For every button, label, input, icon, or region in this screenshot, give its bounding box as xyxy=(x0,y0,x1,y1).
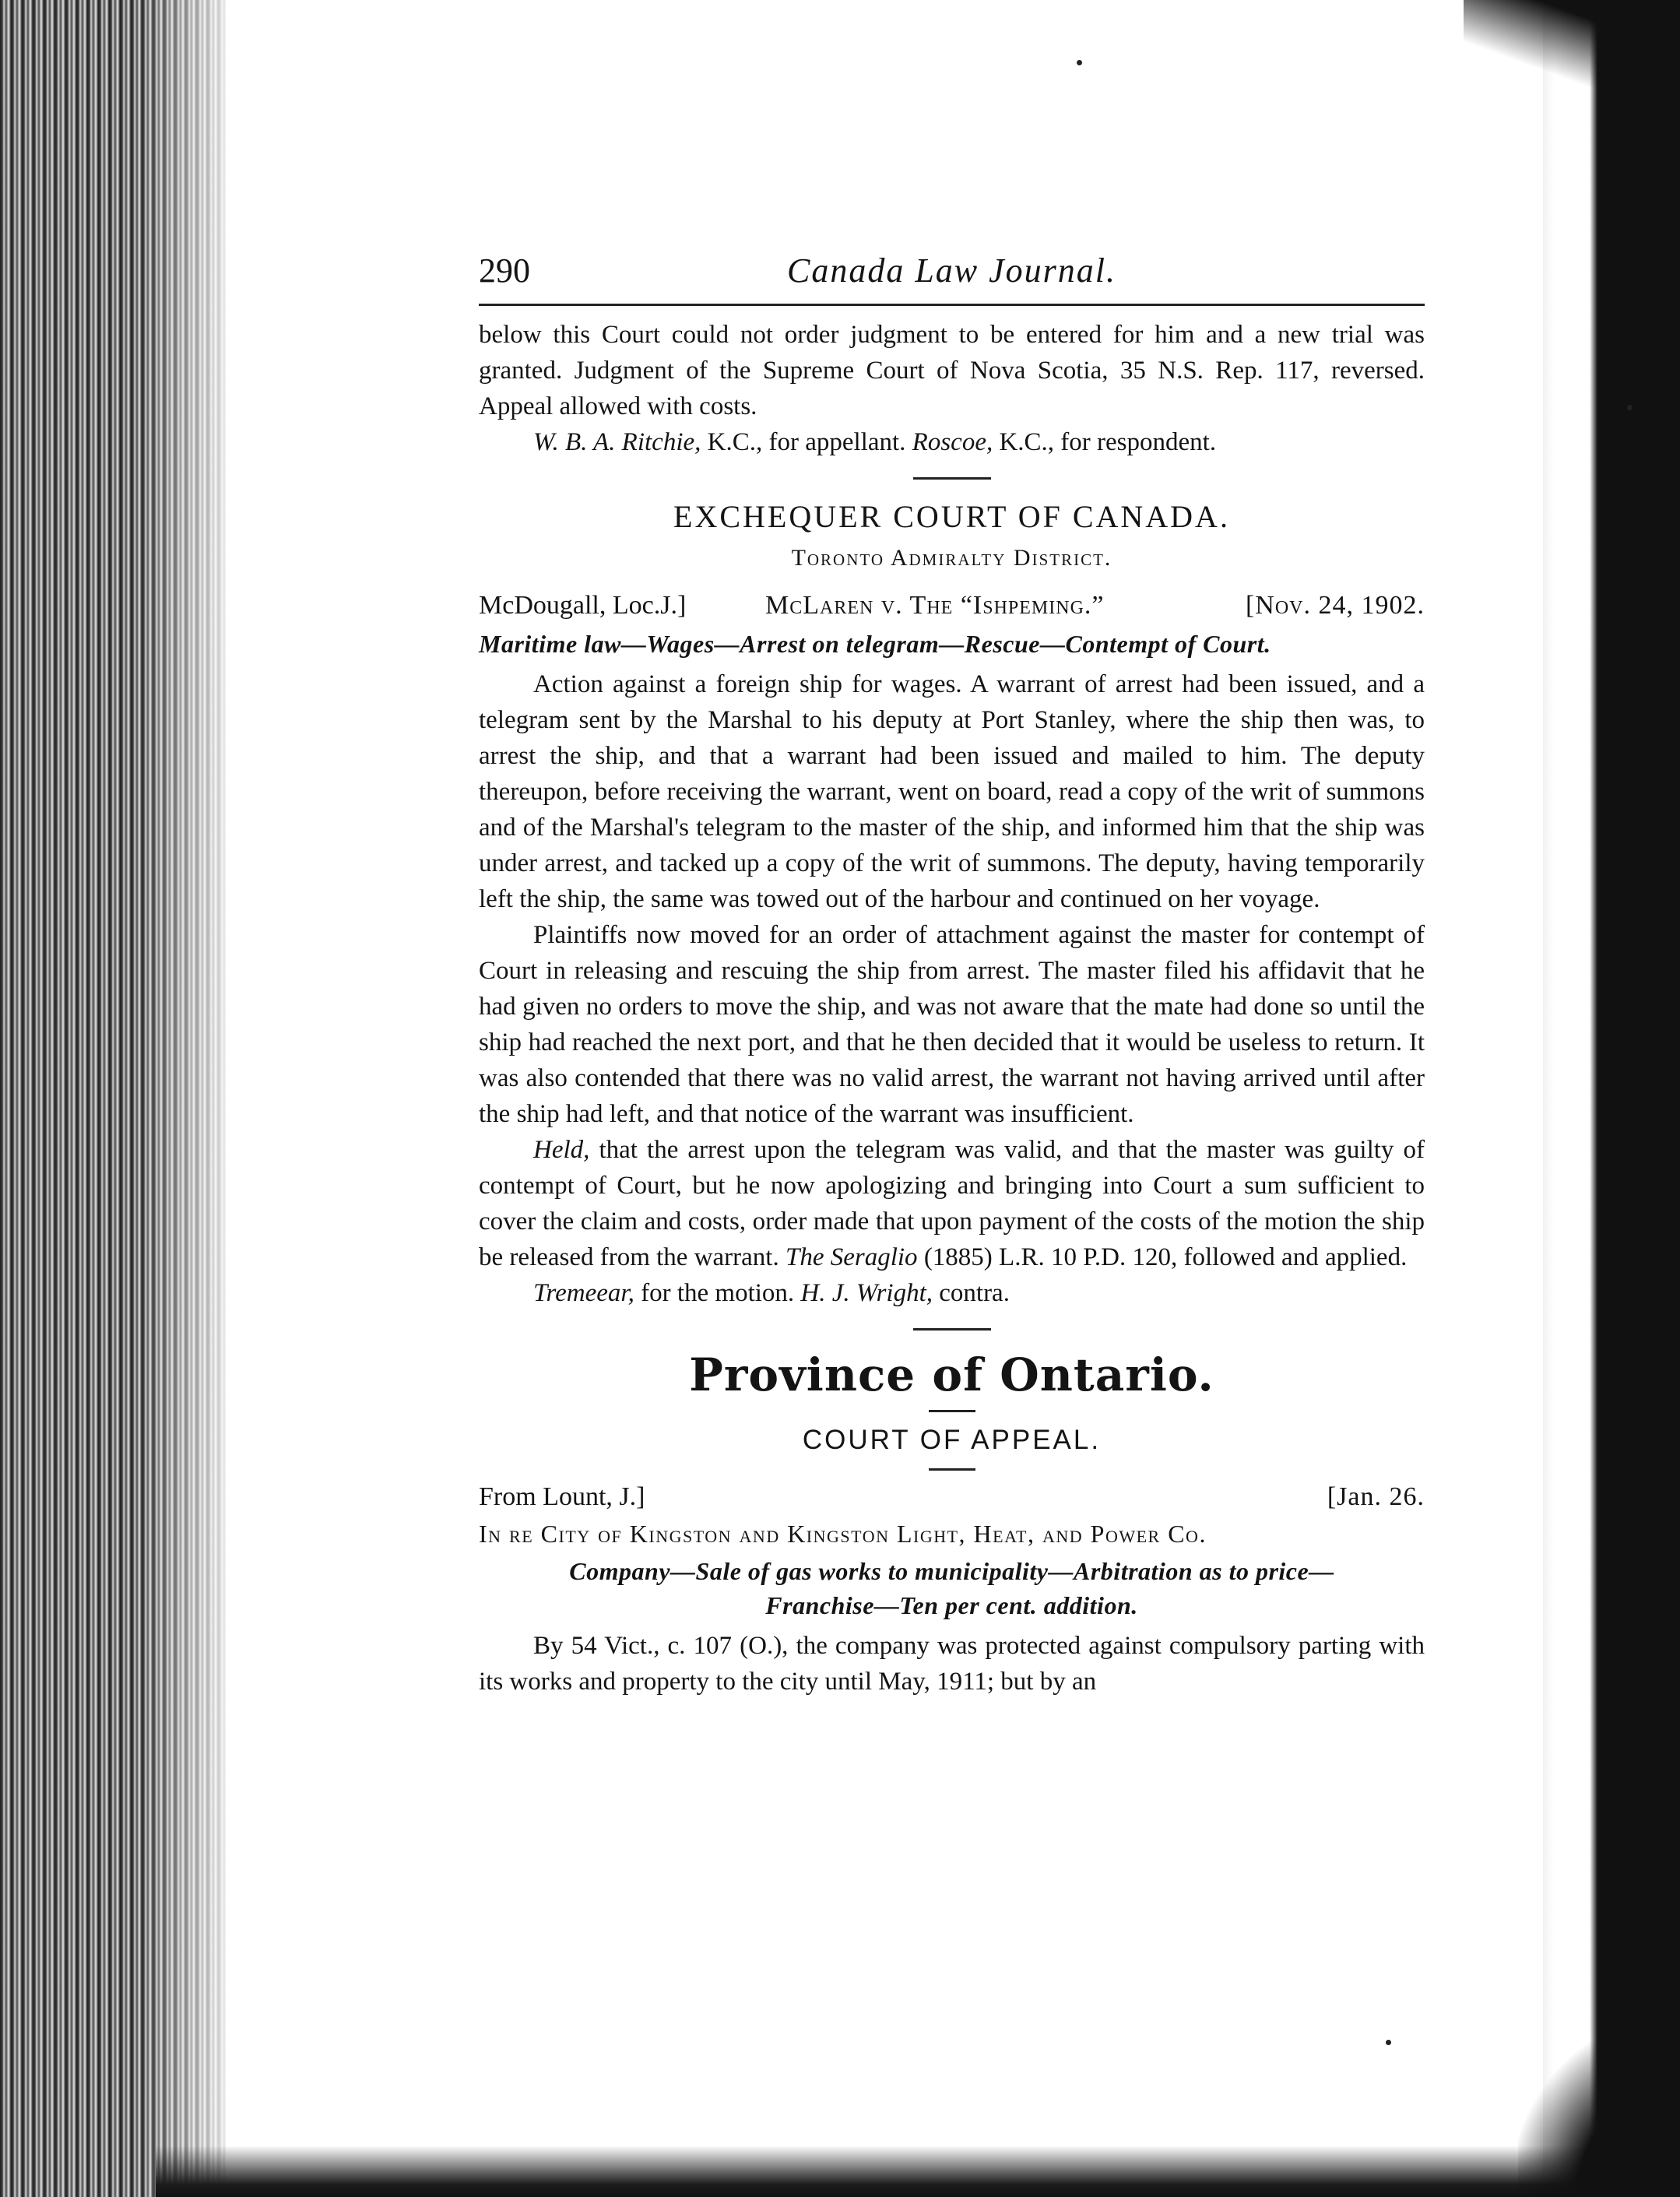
contra-counsel-name: H. J. Wright, xyxy=(800,1279,933,1307)
scan-speck xyxy=(1627,405,1633,410)
appellant-counsel-name: W. B. A. Ritchie, xyxy=(533,428,701,456)
appeal-case-line xyxy=(479,1478,1425,1516)
prior-case-counsel xyxy=(479,424,1425,460)
case-date: [Nov. 24, 1902. xyxy=(1245,591,1425,620)
scan-speck xyxy=(1077,60,1082,65)
respondent-counsel-text: K.C., for respondent. xyxy=(993,428,1217,456)
appeal-date: [Jan. 26. xyxy=(1327,1482,1425,1511)
page-right-edge xyxy=(1543,0,1680,2197)
appeal-paragraph: By 54 Vict., c. 107 (O.), the company was protected against compulsory parting with its works and property to the city until May, 1911; but by an xyxy=(479,1632,1425,1696)
province-heading: Province of Ontario. xyxy=(689,1348,1214,1401)
running-head xyxy=(479,248,1425,294)
appeal-from: From Lount, J.] xyxy=(479,1482,645,1511)
top-right-shadow xyxy=(1464,0,1680,93)
province-divider xyxy=(929,1410,975,1412)
page-bottom-edge xyxy=(156,2146,1680,2197)
exchequer-paragraph-facts: Action against a foreign ship for wages. A warrant of arrest had been issued, and a telegram sent by the Marshal to his deputy at Port Stanley, where the ship then was, to arrest the ship, and that a warrant had been issued and mailed to him. The deputy thereupon, before receiving the warrant, went on board, read a copy of the writ of summons and of the Marshal's telegram to the master of the ship, and informed him that the ship was under arrest, and tacked up a copy of the writ of summons. The deputy, having temporarily left the ship, the same was towed out of the harbour and continued on her voyage. xyxy=(479,670,1425,913)
motion-counsel-text: for the motion. xyxy=(634,1279,801,1307)
exchequer-court-heading: EXCHEQUER COURT OF CANADA. xyxy=(673,499,1230,534)
journal-title: Canada Law Journal. xyxy=(786,251,1117,290)
contra-counsel-text: contra. xyxy=(933,1279,1010,1307)
citation-case: The Seraglio xyxy=(785,1243,918,1271)
exchequer-paragraph-held xyxy=(479,1132,1425,1275)
court-of-appeal-heading: COURT OF APPEAL. xyxy=(802,1425,1102,1455)
case-name: McLaren v. The “Ishpeming.” xyxy=(765,591,1105,620)
scan-speck xyxy=(1386,2040,1391,2045)
exchequer-case-line xyxy=(479,587,1425,624)
exchequer-counsel xyxy=(479,1275,1425,1311)
binding-shadow xyxy=(140,0,226,2197)
appellant-counsel-text: K.C., for appellant. xyxy=(701,428,912,456)
district-heading: Toronto Admiralty District. xyxy=(791,545,1112,571)
held-text: that the arrest upon the telegram was valid, and that the master was guilty of contempt of Court, but he now apologizing and bringing into Court a sum sufficient to cover the claim and costs, order made that upon payment of the costs of the motion the ship be released from the warrant. xyxy=(479,1136,1425,1271)
held-word: Held, xyxy=(533,1136,590,1164)
appeal-headnote-line-1: Company—Sale of gas works to municipality—Arbitration as to price— xyxy=(569,1557,1334,1585)
section-divider xyxy=(913,477,991,480)
judge-name: McDougall, Loc.J.] xyxy=(479,591,687,620)
appeal-headnote-line-2: Franchise—Ten per cent. addition. xyxy=(765,1591,1138,1619)
citation-text: (1885) L.R. 10 P.D. 120, followed and applied. xyxy=(917,1243,1408,1271)
bottom-right-shadow xyxy=(1518,2024,1680,2197)
motion-counsel-name: Tremeear, xyxy=(533,1279,634,1307)
exchequer-paragraph-motion: Plaintiffs now moved for an order of attachment against the master for contempt of Court in releasing and rescuing the ship from arrest. The master filed his affidavit that he had given no orders to move the ship, and was not aware that the mate had done so until the ship had reached the next port, and that he then decided that it would be useless to return. It was also contended that there was no valid arrest, the warrant not having arrived until after the ship had left, and that notice of the warrant was insufficient. xyxy=(479,921,1425,1128)
section-divider xyxy=(913,1328,991,1331)
respondent-counsel-name: Roscoe, xyxy=(912,428,993,456)
court-divider xyxy=(929,1468,975,1471)
header-rule xyxy=(479,304,1425,306)
journal-page xyxy=(479,248,1425,1700)
page-number: 290 xyxy=(479,251,530,290)
exchequer-headnote: Maritime law—Wages—Arrest on telegram—Rescue—Contempt of Court. xyxy=(479,630,1271,658)
prior-case-conclusion: below this Court could not order judgment to be entered for him and a new trial was granted. Judgment of the Supreme Court of Nova Scotia, 35 N.S. Rep. 117, reversed. Appeal allowed with costs. xyxy=(479,321,1425,420)
appeal-case-caption: In re City of Kingston and Kingston Light, Heat, and Power Co. xyxy=(479,1520,1207,1548)
